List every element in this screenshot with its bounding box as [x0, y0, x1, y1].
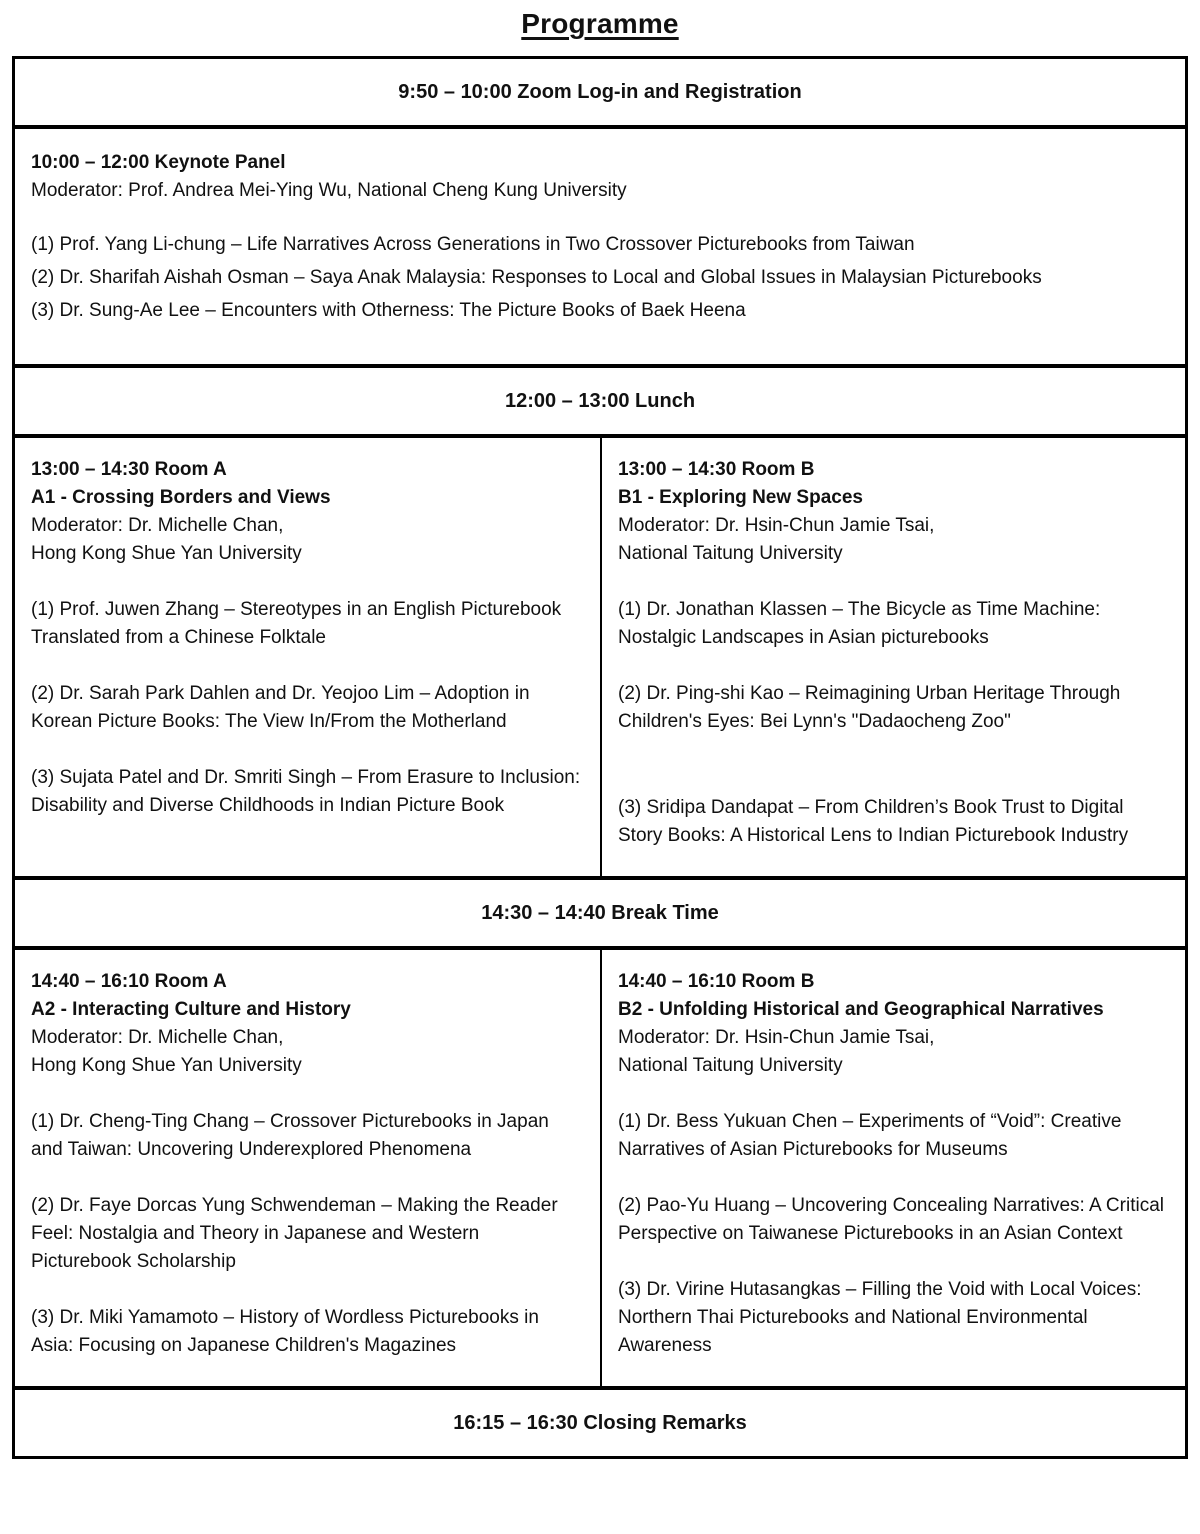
keynote-heading: 10:00 – 12:00 Keynote Panel — [31, 152, 286, 173]
lunch-row: 12:00 – 13:00 Lunch — [15, 364, 1185, 434]
session-time: 14:40 – 16:10 Room B — [618, 971, 815, 992]
session-title: A1 - Crossing Borders and Views — [31, 487, 331, 508]
session-b1-cell — [600, 438, 1185, 876]
session-moderator: Moderator: Dr. Michelle Chan, — [31, 515, 284, 536]
moderator-affiliation: National Taitung University — [618, 543, 843, 564]
break-row: 14:30 – 14:40 Break Time — [15, 876, 1185, 946]
session-title: A2 - Interacting Culture and History — [31, 999, 351, 1020]
paper-item: (1) Dr. Bess Yukuan Chen – Experiments of “Void”: Creative Narratives of Asian Picturebooks for Museums — [618, 1111, 1122, 1160]
paper-item: (1) Prof. Yang Li-chung – Life Narratives Across Generations in Two Crossover Picturebooks from Taiwan — [31, 234, 915, 255]
moderator-affiliation: National Taitung University — [618, 1055, 843, 1076]
paper-item: (1) Dr. Jonathan Klassen – The Bicycle as Time Machine: Nostalgic Landscapes in Asian picturebooks — [618, 599, 1101, 648]
session-title: B1 - Exploring New Spaces — [618, 487, 863, 508]
paper-item: (3) Dr. Sung-Ae Lee – Encounters with Otherness: The Picture Books of Baek Heena — [31, 300, 746, 321]
paper-item: (2) Dr. Ping-shi Kao – Reimagining Urban Heritage Through Children's Eyes: Bei Lynn's "Dadaocheng Zoo" — [618, 683, 1121, 732]
paper-item: (3) Sridipa Dandapat – From Children’s Book Trust to Digital Story Books: A Historical Lens to Indian Picturebook Industry — [618, 797, 1129, 846]
paper-item: (2) Dr. Faye Dorcas Yung Schwendeman – Making the Reader Feel: Nostalgia and Theory in Japanese and Western Picturebook Scholarship — [31, 1195, 558, 1272]
session-time: 13:00 – 14:30 Room B — [618, 459, 815, 480]
session-title: B2 - Unfolding Historical and Geographical Narratives — [618, 999, 1104, 1020]
moderator-affiliation: Hong Kong Shue Yan University — [31, 1055, 302, 1076]
keynote-paper-list — [31, 231, 1169, 325]
paper-item: (2) Dr. Sarah Park Dahlen and Dr. Yeojoo Lim – Adoption in Korean Picture Books: The View In/From the Motherland — [31, 683, 530, 732]
session1-row — [15, 434, 1185, 876]
closing-row: 16:15 – 16:30 Closing Remarks — [15, 1386, 1185, 1456]
session-moderator: Moderator: Dr. Hsin-Chun Jamie Tsai, — [618, 1027, 935, 1048]
paper-item: (1) Dr. Cheng-Ting Chang – Crossover Picturebooks in Japan and Taiwan: Uncovering Underexplored Phenomena — [31, 1111, 549, 1160]
paper-item: (1) Prof. Juwen Zhang – Stereotypes in an English Picturebook Translated from a Chinese Folktale — [31, 599, 562, 648]
session-a2-cell — [15, 950, 600, 1386]
paper-item: (2) Pao-Yu Huang – Uncovering Concealing Narratives: A Critical Perspective on Taiwanese Picturebooks in an Asian Context — [618, 1195, 1164, 1244]
paper-item: (3) Dr. Miki Yamamoto – History of Wordless Picturebooks in Asia: Focusing on Japanese Children's Magazines — [31, 1307, 539, 1356]
paper-item: (3) Dr. Virine Hutasangkas – Filling the Void with Local Voices: Northern Thai Picturebooks and National Environmental Awareness — [618, 1279, 1142, 1356]
registration-row: 9:50 – 10:00 Zoom Log-in and Registration — [398, 81, 802, 103]
session-moderator: Moderator: Dr. Michelle Chan, — [31, 1027, 284, 1048]
session-time: 13:00 – 14:30 Room A — [31, 459, 227, 480]
programme-table — [12, 56, 1188, 1459]
page-title: Programme — [521, 8, 679, 39]
session-moderator: Moderator: Dr. Hsin-Chun Jamie Tsai, — [618, 515, 935, 536]
paper-item: (2) Dr. Sharifah Aishah Osman – Saya Anak Malaysia: Responses to Local and Global Issues in Malaysian Picturebooks — [31, 267, 1042, 288]
session-a1-cell — [15, 438, 600, 876]
keynote-moderator: Moderator: Prof. Andrea Mei-Ying Wu, National Cheng Kung University — [31, 180, 627, 201]
session-time: 14:40 – 16:10 Room A — [31, 971, 227, 992]
session-b2-cell — [600, 950, 1185, 1386]
session2-row — [15, 946, 1185, 1386]
paper-item: (3) Sujata Patel and Dr. Smriti Singh – From Erasure to Inclusion: Disability and Diverse Childhoods in Indian Picture Book — [31, 767, 581, 816]
keynote-row — [15, 125, 1185, 364]
moderator-affiliation: Hong Kong Shue Yan University — [31, 543, 302, 564]
